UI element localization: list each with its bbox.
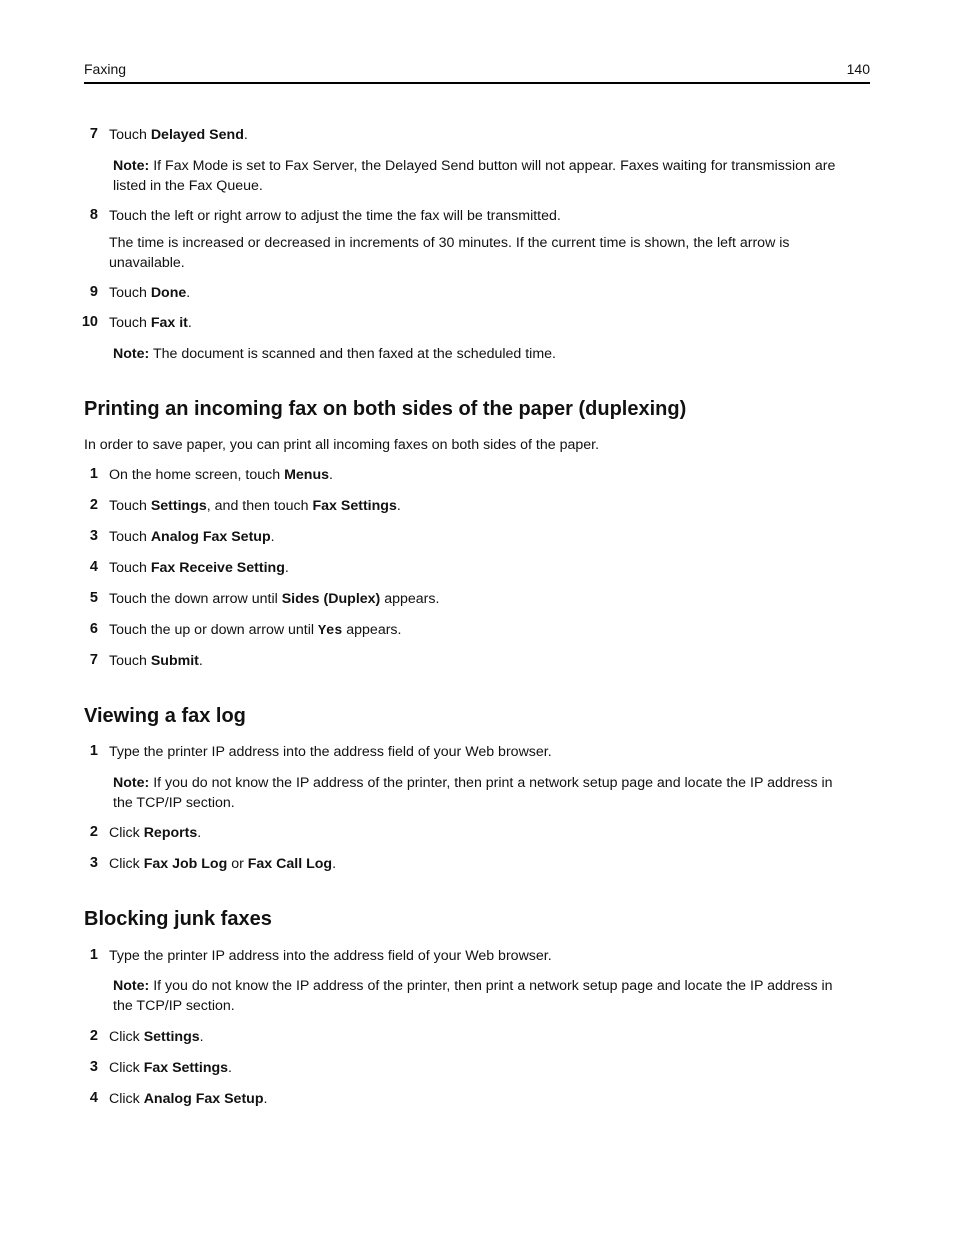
step-text-plain: . [197,825,202,841]
step-text-plain: appears. [380,591,440,607]
step-text [109,590,439,610]
step-text-bold: Fax Receive Setting [150,560,285,576]
step-number: 4 [89,559,98,575]
step-text: Type the printer IP address into the address field of your Web browser. [109,744,552,760]
note-label: Note: [113,346,150,362]
step-text [109,126,248,146]
note-label: Note: [113,775,150,791]
step-text-plain: On the home screen, touch [109,467,285,483]
step-number: 7 [89,126,98,142]
note [113,977,833,1016]
step-text-plain: . [332,856,337,872]
step-text-plain: Touch the up or down arrow until [109,622,318,638]
note-text: If you do not know the IP address of the printer, then print a network setup page and locate the IP address in the TCP/IP section. [113,978,833,1014]
note-text: If Fax Mode is set to Fax Server, the Delayed Send button will not appear. Faxes waiting for transmission are listed in the Fax Queue. [113,158,836,194]
step-text-plain: . [187,315,192,331]
section-heading: Viewing a fax log [84,705,246,727]
step-text-bold: Analog Fax Setup [150,529,271,545]
step-number: 8 [89,207,98,223]
step-text-plain: Touch [109,127,151,143]
step-number: 3 [89,1059,98,1075]
step-number: 2 [89,1028,98,1044]
step-text-plain: . [243,127,248,143]
step-text-plain: . [198,653,203,669]
step-text-plain: . [270,529,275,545]
step-text [109,652,203,672]
step-text [109,855,336,875]
step-text [109,1059,232,1079]
step-text-bold: Delayed Send [150,127,244,143]
step-text-bold: Fax Settings [312,498,397,514]
step-text-plain: appears. [342,622,402,638]
step-number: 2 [89,824,98,840]
step-text-bold: Sides (Duplex) [281,591,381,607]
page-header [84,60,870,84]
step-text: Touch the left or right arrow to adjust the time the fax will be transmitted. [109,208,561,224]
step-text-bold: Fax Settings [143,1060,229,1076]
step-number: 3 [89,528,98,544]
step-text-plain: Touch the down arrow until [109,591,282,607]
step-text-plain: Touch [109,560,151,576]
step-number: 1 [89,947,98,963]
section-heading: Blocking junk faxes [84,908,272,930]
step-number: 3 [89,855,98,871]
step-number: 6 [89,621,98,637]
step-number: 2 [89,497,98,513]
note [113,774,833,813]
step-text: Type the printer IP address into the address field of your Web browser. [109,948,552,964]
step-text-plain: Click [109,1060,144,1076]
step-text [109,1090,267,1110]
step-text-bold: Fax Call Log [247,856,333,872]
step-number: 7 [89,652,98,668]
step-text [109,824,201,844]
note [113,157,863,196]
section-heading: Printing an incoming fax on both sides of the paper (duplexing) [84,398,687,420]
step-text [109,1028,204,1048]
step-detail: The time is increased or decreased in increments of 30 minutes. If the current time is shown, the left arrow is unavailable. [109,235,790,271]
note-label: Note: [113,978,150,994]
step-text-plain: Click [109,856,144,872]
step-text-bold: Done [150,285,187,301]
page-number: 140 [846,61,870,77]
step-text-bold: Fax Job Log [143,856,228,872]
step-number: 4 [89,1090,98,1106]
step-text-plain: Click [109,1029,144,1045]
step-text-bold: Menus [284,467,330,483]
step-number: 9 [89,284,98,300]
step-number: 5 [89,590,98,606]
step-text [109,314,192,334]
step-text-bold: Analog Fax Setup [143,1091,264,1107]
step-text-plain: Click [109,1091,144,1107]
step-text-plain: . [284,560,289,576]
step-text-bold: Fax it [150,315,188,331]
step-text-plain: . [199,1029,204,1045]
step-text [109,621,401,642]
step-text-plain: Touch [109,498,151,514]
step-text-bold: Settings [143,1029,200,1045]
step-text-plain: Touch [109,529,151,545]
step-number: 10 [81,314,98,330]
step-text-plain: Touch [109,285,151,301]
step-text [109,497,401,517]
step-text-plain: . [329,467,333,483]
step-number: 1 [89,743,98,759]
section-name: Faxing [84,61,127,77]
step-text-bold: Reports [143,825,198,841]
step-text-plain: . [228,1060,232,1076]
note-label: Note: [113,158,150,174]
step-text [109,466,333,486]
step-text-code: Yes [318,624,343,639]
step-text-plain: . [396,498,401,514]
step-number: 1 [89,466,98,482]
step-text-bold: Settings [150,498,207,514]
step-text-plain: Touch [109,653,151,669]
step-text-plain: Touch [109,315,151,331]
section-intro: In order to save paper, you can print all incoming faxes on both sides of the paper. [84,437,600,453]
step-text [109,284,190,304]
note-text: The document is scanned and then faxed at the scheduled time. [149,346,556,362]
step-text-plain: . [186,285,191,301]
step-text-plain: Click [109,825,144,841]
step-text-plain: , and then touch [206,498,313,514]
step-text-bold: Submit [150,653,199,669]
note-text: If you do not know the IP address of the printer, then print a network setup page and locate the IP address in the TCP/IP section. [113,775,833,811]
step-text-plain: . [263,1091,268,1107]
step-text-plain: or [227,856,248,872]
note [113,345,556,365]
step-text [109,559,289,579]
step-text [109,528,275,548]
